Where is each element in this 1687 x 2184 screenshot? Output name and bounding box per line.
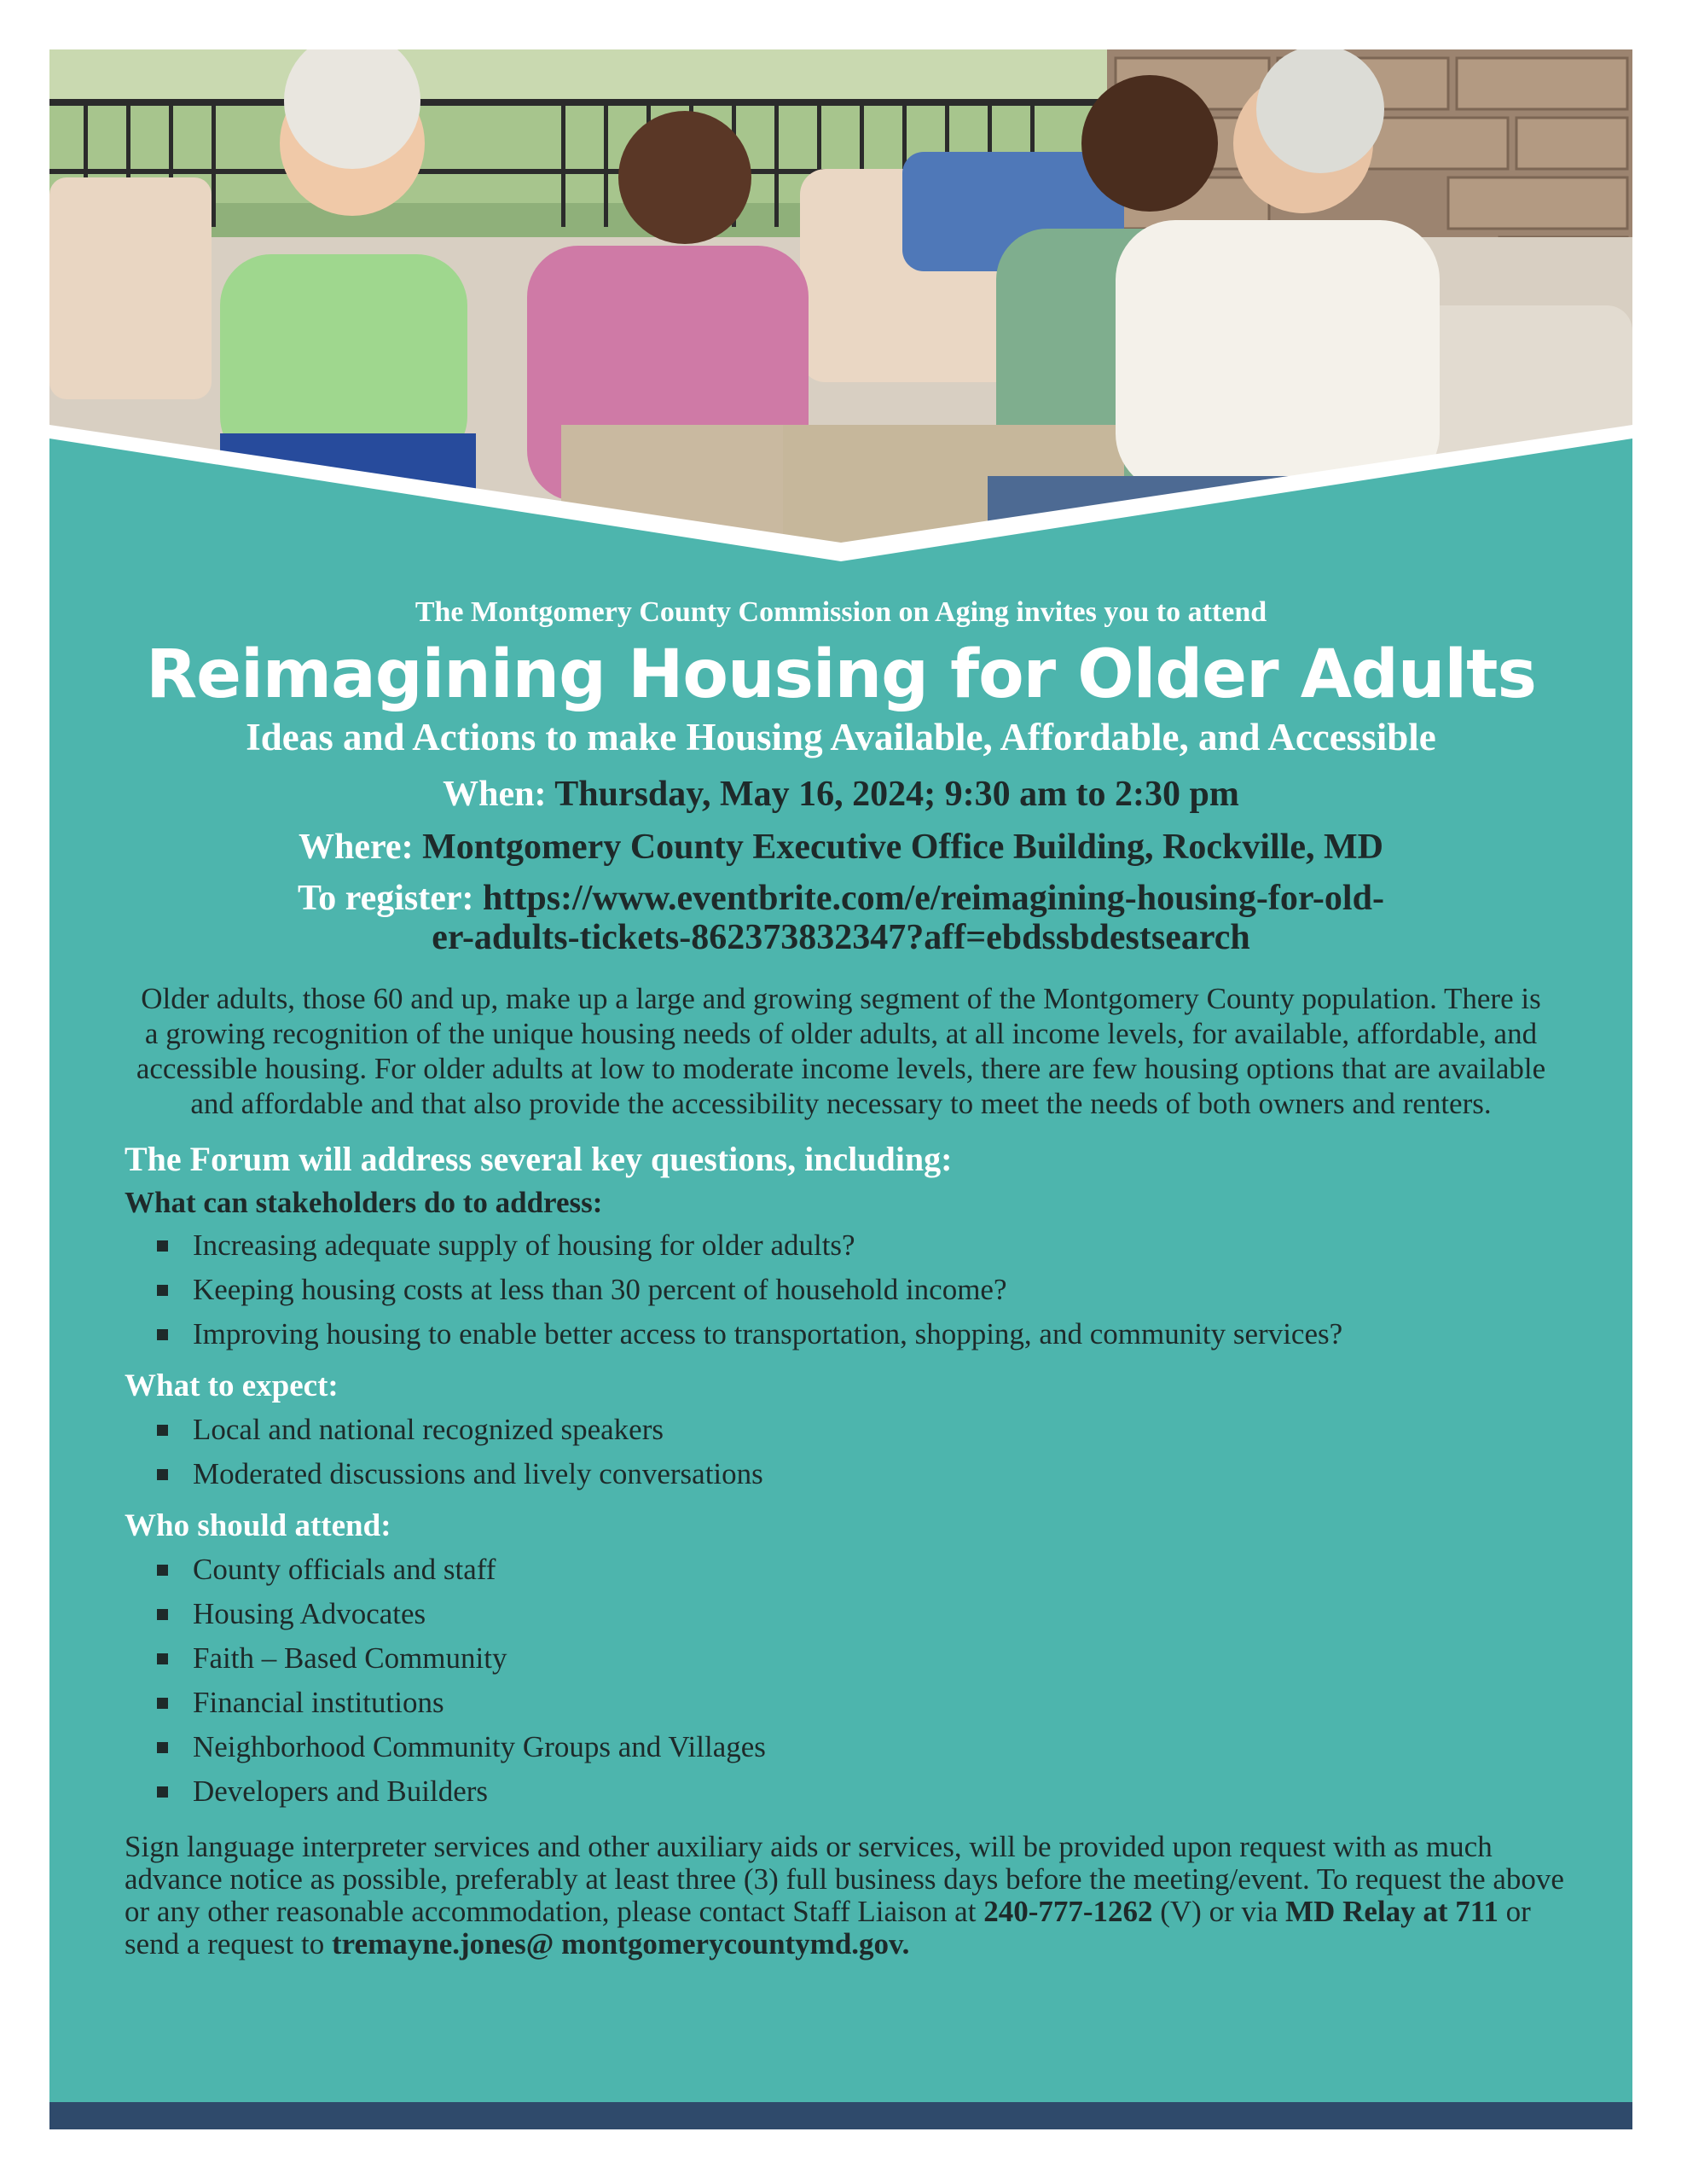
when-label: When: [443, 775, 547, 814]
where-label: Where: [299, 828, 414, 867]
bullet-square-icon [157, 1329, 168, 1340]
flyer-content [49, 595, 1632, 1960]
where-row [49, 826, 1632, 868]
attend-heading: Who should attend: [125, 1508, 391, 1543]
list-item: Improving housing to enable better access to transportation, shopping, and community services? [155, 1312, 1574, 1356]
bullet-square-icon [157, 1609, 168, 1620]
where-value: Montgomery County Executive Office Building, Rockville, MD [422, 828, 1383, 867]
register-label: To register: [298, 879, 474, 918]
forum-sections [125, 1138, 1574, 1814]
list-item: County officials and staff [155, 1548, 1574, 1592]
subtitle: Ideas and Actions to make Housing Available, Affordable, and Accessible [246, 716, 1436, 758]
flyer [49, 49, 1632, 2129]
relay-number: MD Relay at 711 [1285, 1895, 1499, 1928]
bullet-square-icon [157, 1425, 168, 1436]
list-item: Local and national recognized speakers [155, 1408, 1574, 1452]
event-info [49, 773, 1632, 957]
expect-heading: What to expect: [125, 1368, 339, 1403]
register-link-line-1[interactable]: https://www.eventbrite.com/e/reimagining-housing-for-old- [483, 879, 1384, 918]
invitation-line: The Montgomery County Commission on Aging invites you to attend [415, 596, 1267, 628]
list-item: Moderated discussions and lively conversations [155, 1452, 1574, 1496]
description-paragraph: Older adults, those 60 and up, make up a large and growing segment of the Montgomery County population. There is a growing recognition of the unique housing needs of older adults, at all income levels, for available, affordable, and accessible housing. For older adults at low to moderate income levels, there are few housing options that are available and affordable and that also provide the accessibility necessary to meet the needs of both owners and renters. [136, 982, 1546, 1120]
hero-photo [49, 49, 1632, 647]
stakeholders-heading: What can stakeholders do to address: [125, 1186, 603, 1219]
bullet-square-icon [157, 1469, 168, 1480]
bottom-bar [49, 2102, 1632, 2129]
register-link-line-2[interactable]: er-adults-tickets-862373832347?aff=ebdssbdestsearch [432, 918, 1250, 957]
when-row [49, 773, 1632, 816]
register-row[interactable] [49, 879, 1632, 957]
accommodation-notice: Sign language interpreter services and other auxiliary aids or services, will be provided upon request with as much advance notice as possible, preferably at least three (3) full business days before the meeting/event. To request the above or any other reasonable accommodation, please contact Staff Liaison at 240-777-1262 (V) or via MD Relay at 711 or send a request to tremayne.jones@ montgomerycountymd.gov. [125, 1830, 1564, 1960]
forum-heading: The Forum will address several key questions, including: [125, 1140, 953, 1178]
questions-list [125, 1223, 1574, 1356]
contact-email-link[interactable]: tremayne.jones@ montgomerycountymd.gov [331, 1927, 902, 1960]
list-item: Financial institutions [155, 1681, 1574, 1725]
list-item: Keeping housing costs at less than 30 percent of household income? [155, 1268, 1574, 1312]
phone-number[interactable]: 240-777-1262 [983, 1895, 1153, 1928]
bullet-square-icon [157, 1742, 168, 1753]
list-item: Developers and Builders [155, 1769, 1574, 1814]
bullet-square-icon [157, 1565, 168, 1576]
bullet-square-icon [157, 1653, 168, 1664]
expect-list [125, 1408, 1574, 1496]
bullet-square-icon [157, 1285, 168, 1296]
list-item: Faith – Based Community [155, 1636, 1574, 1681]
list-item: Housing Advocates [155, 1592, 1574, 1636]
bullet-square-icon [157, 1698, 168, 1709]
page-title: Reimagining Housing for Older Adults [146, 636, 1536, 713]
bullet-square-icon [157, 1786, 168, 1798]
list-item: Neighborhood Community Groups and Villages [155, 1725, 1574, 1769]
when-value: Thursday, May 16, 2024; 9:30 am to 2:30 pm [554, 775, 1239, 814]
bullet-square-icon [157, 1240, 168, 1252]
attend-list [125, 1548, 1574, 1814]
list-item: Increasing adequate supply of housing for older adults? [155, 1223, 1574, 1268]
